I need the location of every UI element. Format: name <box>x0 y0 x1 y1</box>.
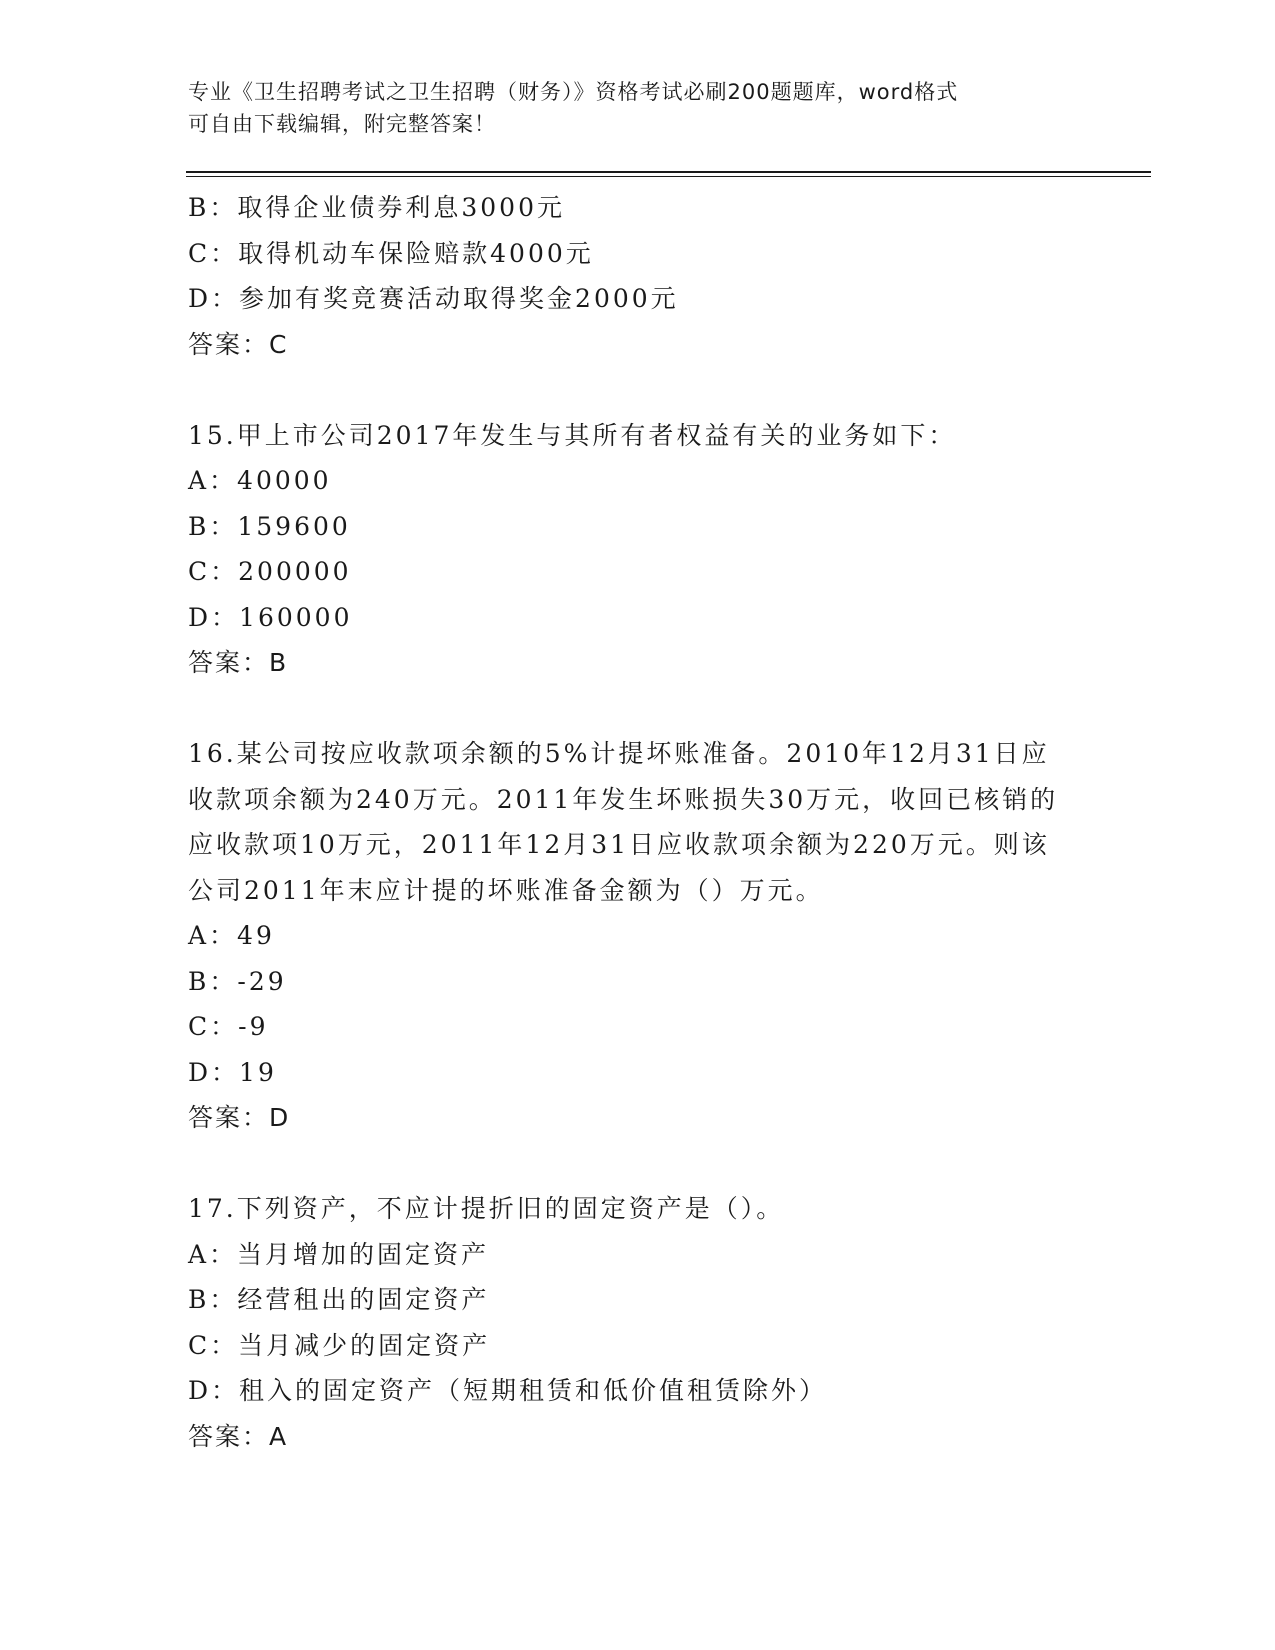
document-header <box>188 76 1068 140</box>
option-b: B：-29 <box>188 966 287 996</box>
option-d: D：参加有奖竞赛活动取得奖金2000元 <box>188 284 679 313</box>
option-d: D：租入的固定资产（短期租赁和低价值租赁除外） <box>188 1376 828 1405</box>
spacer <box>188 686 1088 732</box>
option-d: D：160000 <box>188 602 353 632</box>
option-c: C：-9 <box>188 1012 269 1041</box>
question-stem-line: 收款项余额为240万元。2011年发生坏账损失30万元，收回已核销的 <box>188 784 1059 814</box>
option-c: C：取得机动车保险赔款4000元 <box>188 238 594 268</box>
spacer <box>188 1141 1088 1187</box>
answer-line: 答案：C <box>188 329 289 359</box>
option-a: A：当月增加的固定资产 <box>188 1239 490 1269</box>
header-title-line-2: 可自由下载编辑，附完整答案！ <box>188 112 496 136</box>
question-stem-line: 应收款项10万元，2011年12月31日应收款项余额为220万元。则该 <box>188 830 1050 859</box>
question-stem: 17.下列资产，不应计提折旧的固定资产是（）。 <box>188 1194 785 1223</box>
option-a: A：49 <box>188 921 275 950</box>
question-15 <box>188 413 1088 686</box>
spacer <box>188 367 1088 413</box>
question-14-continued <box>188 185 1088 367</box>
option-c: C：当月减少的固定资产 <box>188 1330 491 1360</box>
question-stem: 15.甲上市公司2017年发生与其所有者权益有关的业务如下： <box>188 420 957 450</box>
header-divider-thin <box>186 176 1151 177</box>
answer-line: 答案：B <box>188 648 289 677</box>
question-stem-line: 公司2011年末应计提的坏账准备金额为（）万元。 <box>188 875 824 905</box>
header-title-line-1: 专业《卫生招聘考试之卫生招聘（财务）》资格考试必刷200题题库，word格式 <box>188 80 959 104</box>
option-b: B：159600 <box>188 511 351 541</box>
answer-line: 答案：D <box>188 1103 291 1132</box>
option-b: B：取得企业债券利息3000元 <box>188 193 565 222</box>
header-divider-thick <box>186 171 1151 173</box>
question-list <box>188 185 1088 1459</box>
option-c: C：200000 <box>188 557 352 586</box>
question-17 <box>188 1186 1088 1459</box>
option-d: D：19 <box>188 1057 277 1087</box>
question-16 <box>188 731 1088 1141</box>
option-a: A：40000 <box>188 466 332 495</box>
option-b: B：经营租出的固定资产 <box>188 1285 490 1314</box>
answer-line: 答案：A <box>188 1421 289 1451</box>
question-stem-line: 16.某公司按应收款项余额的5%计提坏账准备。2010年12月31日应 <box>188 739 1050 768</box>
